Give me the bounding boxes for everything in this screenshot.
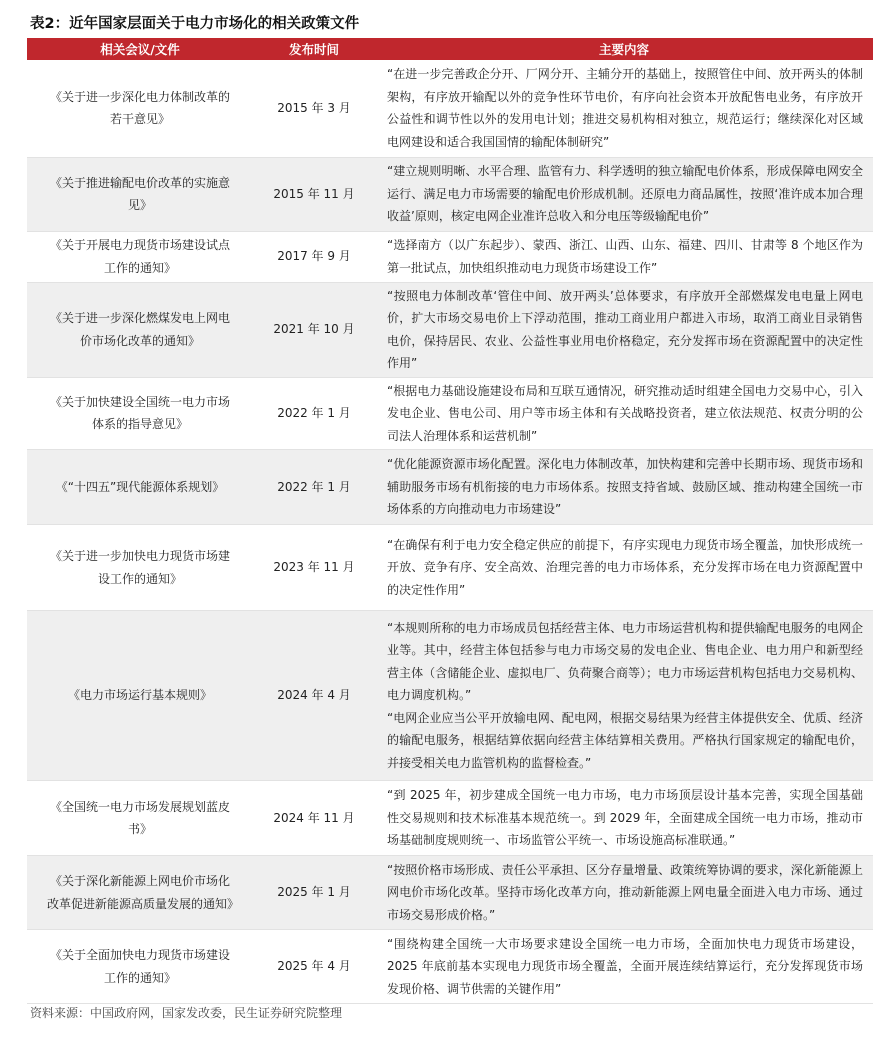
- document-name: 《关于加快建设全国统一电力市场体系的指导意见》: [27, 377, 253, 450]
- document-name: 《全国统一电力市场发展规划蓝皮书》: [27, 781, 253, 856]
- content-paragraph: “建立规则明晰、水平合理、监管有力、科学透明的独立输配电价体系，形成保障电网安全运行、满足电力市场需要的输配电价形成机制。还原电力商品属性，按照‘准许成本加合理收益’原则，核定电网企业准许总收入和分电压等级输配电价”: [387, 164, 863, 224]
- publish-date: 2022 年 1 月: [253, 450, 375, 525]
- document-name: 《关于深化新能源上网电价市场化改革促进新能源高质量发展的通知》: [27, 856, 253, 930]
- content-paragraph: “优化能源资源市场化配置。深化电力体制改革，加快构建和完善中长期市场、现货市场和辅助服务市场有机衔接的电力市场体系。按照支持省域、鼓励区域、推动构建全国统一市场体系的方向推动电力市场建设”: [387, 457, 863, 517]
- publish-date: 2024 年 11 月: [253, 781, 375, 856]
- main-content: [375, 157, 873, 231]
- table-title: 表2：近年国家层面关于电力市场化的相关政策文件: [30, 16, 360, 32]
- content-paragraph: “电网企业应当公平开放输电网、配电网，根据交易结果为经营主体提供安全、优质、经济的输配电服务，根据结算依据向经营主体结算相关费用。严格执行国家规定的输配电价，并接受相关电力监管机构的监督检查。”: [387, 710, 863, 770]
- table-row: [27, 525, 873, 611]
- document-name: 《电力市场运行基本规则》: [27, 611, 253, 781]
- publish-date: 2015 年 11 月: [253, 157, 375, 231]
- main-content: [375, 856, 873, 930]
- content-paragraph: “在进一步完善政企分开、厂网分开、主辅分开的基础上，按照管住中间、放开两头的体制架构，有序放开输配以外的竞争性环节电价，有序向社会资本开放配售电业务，有序放开公益性和调节性以外的发用电计划；推进交易机构相对独立，规范运行；继续深化对区域电网建设和适合我国国情的输配体制研究”: [387, 67, 863, 149]
- main-content: [375, 282, 873, 377]
- publish-date: 2022 年 1 月: [253, 377, 375, 450]
- main-content: [375, 930, 873, 1004]
- main-content: [375, 450, 873, 525]
- document-name: 《关于进一步加快电力现货市场建设工作的通知》: [27, 525, 253, 611]
- table-row: [27, 450, 873, 525]
- content-paragraph: “选择南方（以广东起步）、蒙西、浙江、山西、山东、福建、四川、甘肃等 8 个地区作为第一批试点，加快组织推动电力现货市场建设工作”: [387, 238, 863, 275]
- document-name: 《关于全面加快电力现货市场建设工作的通知》: [27, 930, 253, 1004]
- content-paragraph: “本规则所称的电力市场成员包括经营主体、电力市场运营机构和提供输配电服务的电网企业等。其中，经营主体包括参与电力市场交易的发电企业、售电企业、电力用户和新型经营主体（含储能企业、虚拟电厂、负荷聚合商等）；电力市场运营机构包括电力交易机构、电力调度机构。”: [387, 620, 863, 703]
- content-paragraph: “根据电力基础设施建设布局和互联互通情况，研究推动适时组建全国电力交易中心，引入发电企业、售电公司、用户等市场主体和有关战略投资者，建立依法规范、权责分明的公司法人治理体系和运营机制”: [387, 383, 863, 443]
- main-content: [375, 525, 873, 611]
- content-paragraph: “到 2025 年，初步建成全国统一电力市场，电力市场顶层设计基本完善，实现全国基础性交易规则和技术标准基本规范统一。到 2029 年，全面建成全国统一电力市场，推动市场基础制度规则统一、市场监管公平统一、市场设施高标准联通。”: [387, 788, 863, 848]
- document-name: 《关于进一步深化燃煤发电上网电价市场化改革的通知》: [27, 282, 253, 377]
- content-paragraph: “在确保有利于电力安全稳定供应的前提下，有序实现电力现货市场全覆盖，加快形成统一开放、竞争有序、安全高效、治理完善的电力市场体系，充分发挥市场在电力资源配置中的决定性作用”: [387, 537, 863, 597]
- main-content: [375, 611, 873, 781]
- publish-date: 2025 年 1 月: [253, 856, 375, 930]
- header-date: 发布时间: [253, 38, 375, 60]
- table-row: [27, 282, 873, 377]
- table-row: [27, 60, 873, 157]
- publish-date: 2025 年 4 月: [253, 930, 375, 1004]
- table-row: [27, 856, 873, 930]
- publish-date: 2024 年 4 月: [253, 611, 375, 781]
- table-header-row: [27, 38, 873, 60]
- publish-date: 2015 年 3 月: [253, 60, 375, 157]
- main-content: [375, 231, 873, 282]
- header-document: 相关会议/文件: [27, 38, 253, 60]
- table-row: [27, 377, 873, 450]
- main-content: [375, 781, 873, 856]
- publish-date: 2017 年 9 月: [253, 231, 375, 282]
- table-row: [27, 611, 873, 781]
- content-paragraph: “按照电力体制改革‘管住中间、放开两头’总体要求，有序放开全部燃煤发电电量上网电价，扩大市场交易电价上下浮动范围，推动工商业用户都进入市场，取消工商业目录销售电价，保持居民、农业、公益性事业用电价格稳定，充分发挥市场在资源配置中的决定性作用”: [387, 288, 863, 370]
- table-row: [27, 930, 873, 1004]
- table-row: [27, 157, 873, 231]
- publish-date: 2023 年 11 月: [253, 525, 375, 611]
- table-row: [27, 231, 873, 282]
- table-row: [27, 781, 873, 856]
- main-content: [375, 377, 873, 450]
- header-content: 主要内容: [375, 38, 873, 60]
- publish-date: 2021 年 10 月: [253, 282, 375, 377]
- document-name: 《关于进一步深化电力体制改革的若干意见》: [27, 60, 253, 157]
- document-name: 《关于开展电力现货市场建设试点工作的通知》: [27, 231, 253, 282]
- document-name: 《关于推进输配电价改革的实施意见》: [27, 157, 253, 231]
- content-paragraph: “按照价格市场形成、责任公平承担、区分存量增量、政策统筹协调的要求，深化新能源上网电价市场化改革。坚持市场化改革方向，推动新能源上网电量全面进入电力市场、通过市场交易形成价格。”: [387, 862, 863, 922]
- document-name: 《“十四五”现代能源体系规划》: [27, 450, 253, 525]
- main-content: [375, 60, 873, 157]
- policy-table: [27, 38, 873, 1004]
- content-paragraph: “围绕构建全国统一大市场要求建设全国统一电力市场，全面加快电力现货市场建设，2025 年底前基本实现电力现货市场全覆盖，全面开展连续结算运行，充分发挥现货市场发现价格、调节供需的关键作用”: [387, 936, 863, 996]
- source-note: 资料来源：中国政府网，国家发改委，民生证券研究院整理: [30, 1006, 343, 1020]
